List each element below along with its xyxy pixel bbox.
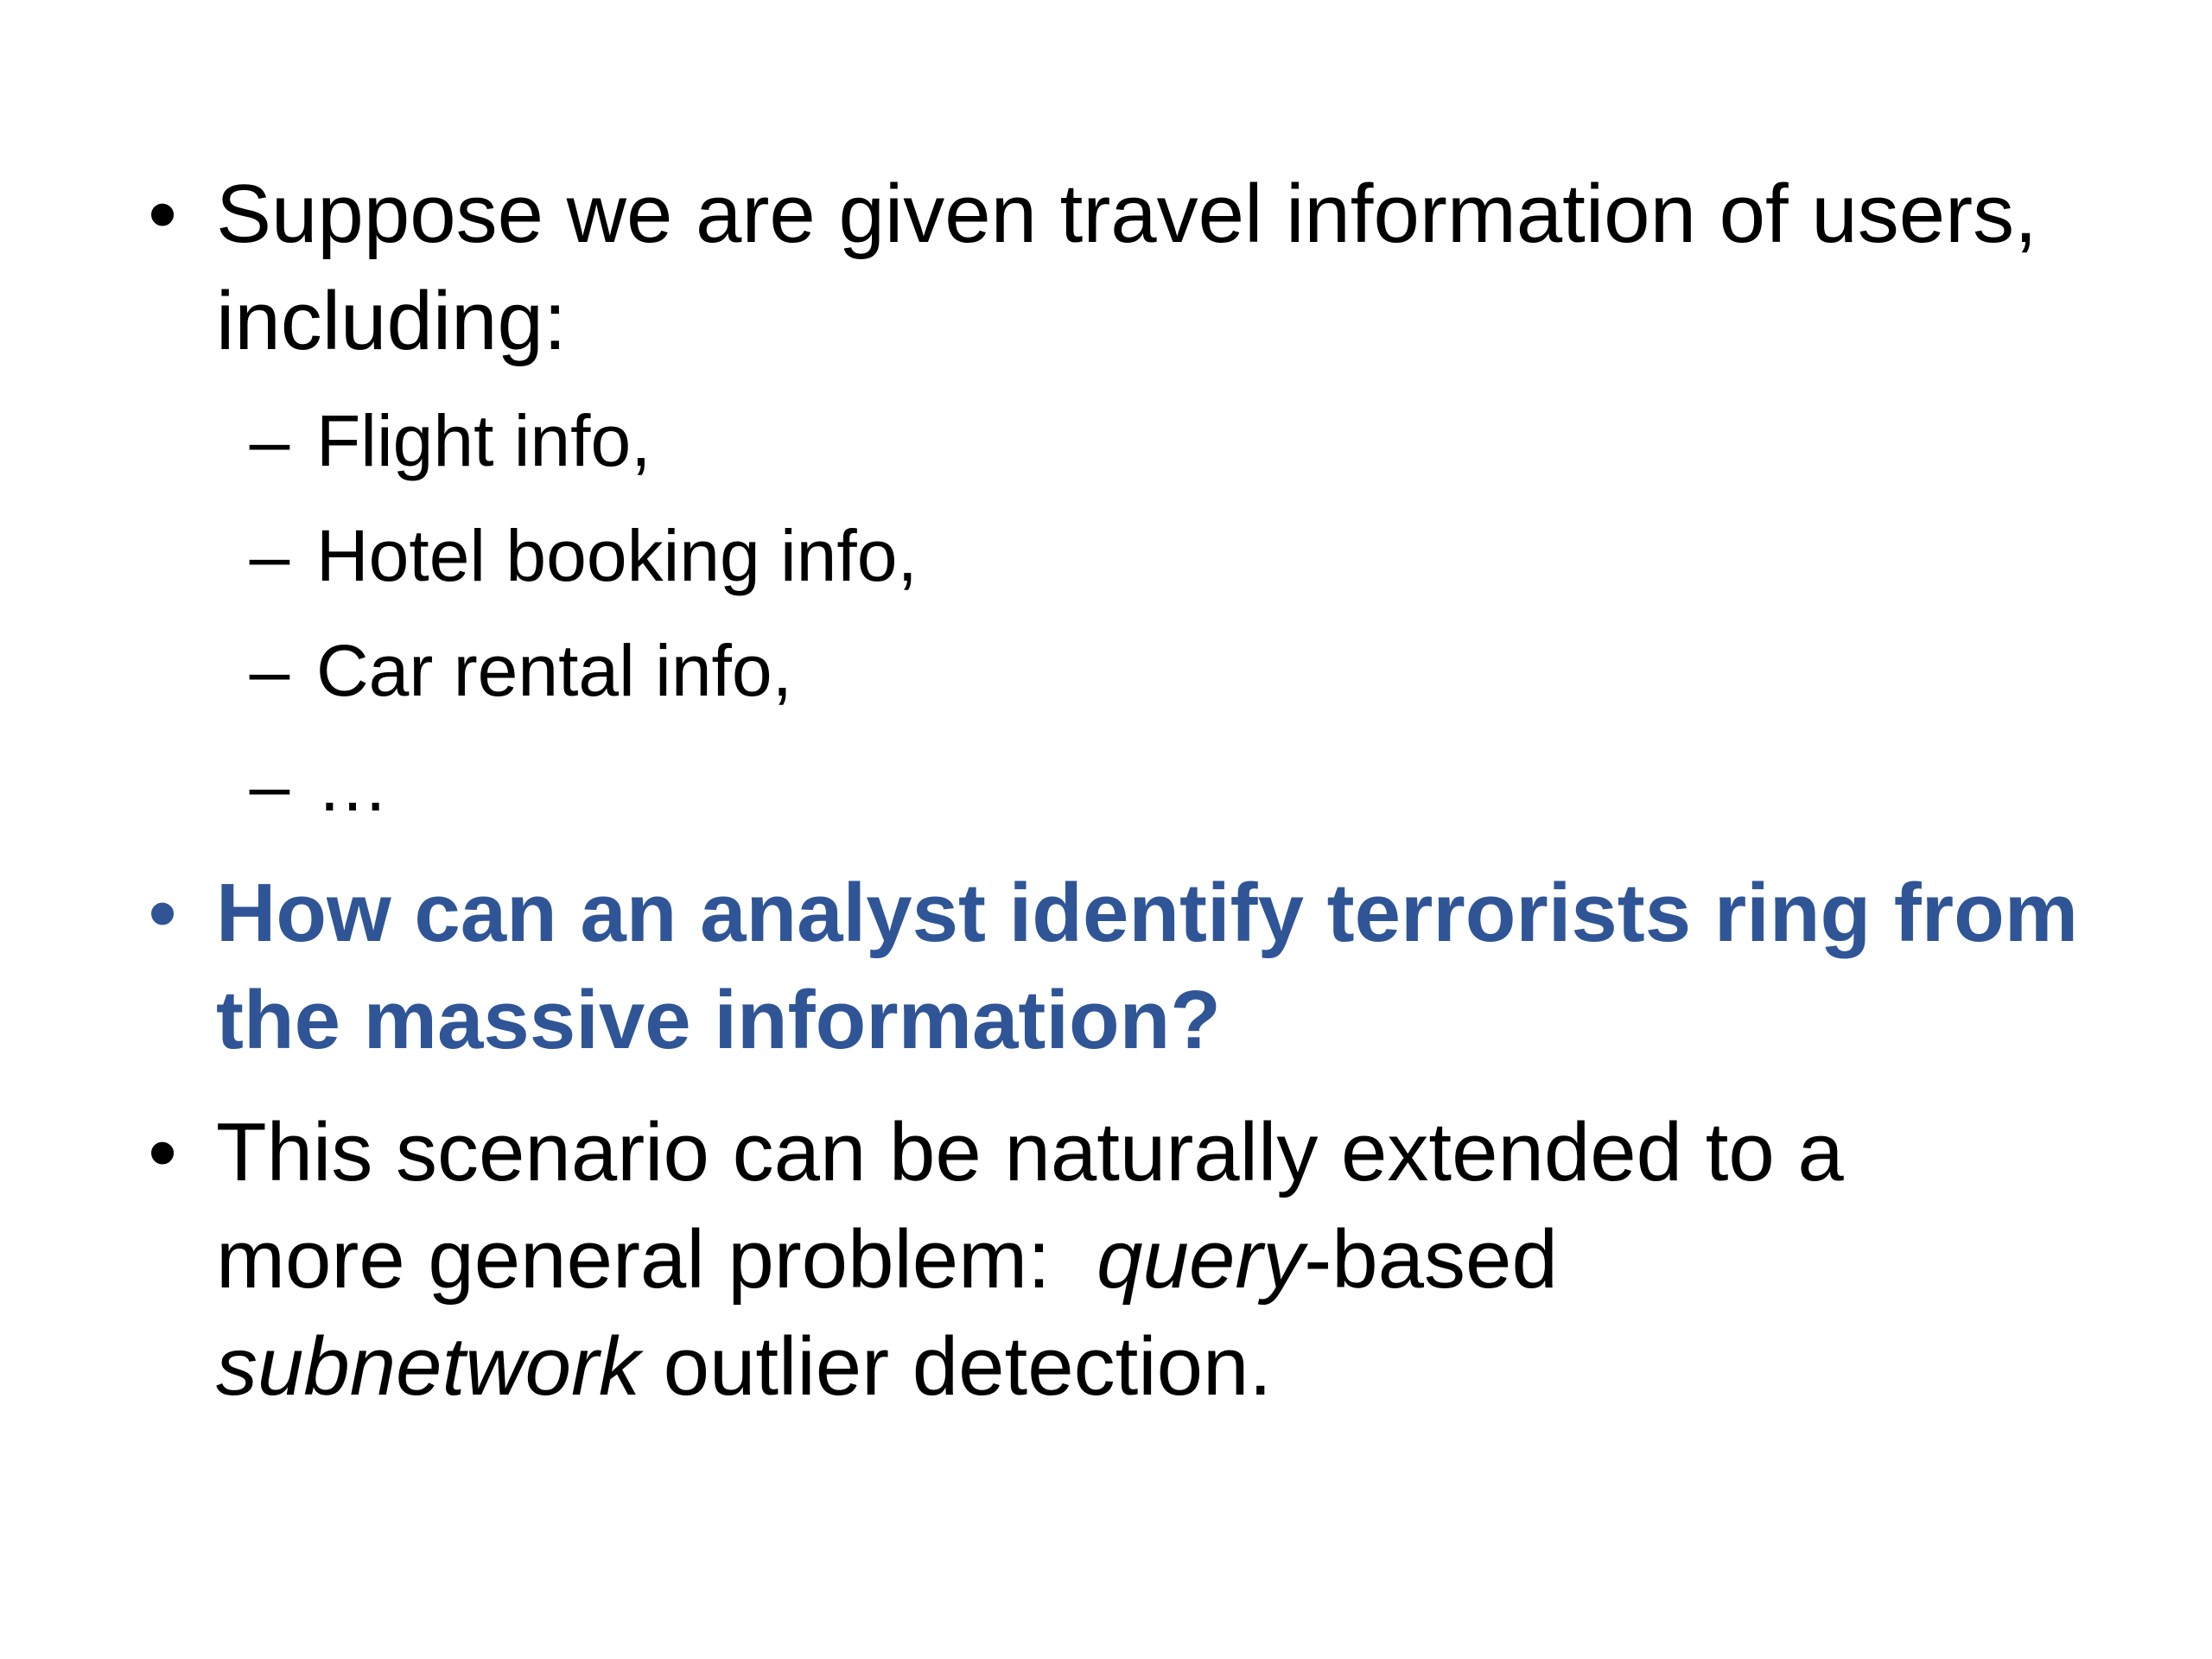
sub-item-hotel-info [249,508,1872,603]
bullet-marker: • [148,1106,177,1198]
bullet-marker: • [148,867,177,959]
sub-item-text: Hotel booking info, [316,515,918,596]
bullet-item-travel-info [148,161,2100,375]
bullet-text: Suppose we are given travel information of users, including: [216,168,2037,367]
bullet-marker: • [148,168,177,260]
bullet-line-2 [216,1206,2100,1313]
bullet-text: How can an analyst identify terrorists ring from the massive information? [216,867,2079,1066]
italic-term-subnetwork: subnetwork [216,1320,640,1413]
sub-item-text: Car rental info, [316,630,792,711]
sub-item-text: … [316,745,389,826]
dash-marker: – [249,400,290,481]
bullet-line-1 [216,1099,2100,1206]
sub-item-ellipsis [249,738,1872,833]
sub-item-flight-info [249,393,1872,488]
italic-term-query: query [1096,1213,1305,1306]
bullet-text: -based [1304,1213,1558,1306]
bullet-text: This scenario can be naturally extended to a [216,1106,1844,1198]
bullet-item-question [148,860,2100,1074]
sub-item-car-rental-info [249,623,1872,718]
bullet-item-scenario [148,1099,2100,1421]
bullet-text: more general problem: [216,1213,1097,1306]
dash-marker: – [249,745,290,826]
dash-marker: – [249,630,290,711]
bullet-text: outlier detection. [639,1320,1273,1413]
sub-item-text: Flight info, [316,400,652,481]
dash-marker: – [249,515,290,596]
bullet-line-3 [216,1313,2100,1421]
